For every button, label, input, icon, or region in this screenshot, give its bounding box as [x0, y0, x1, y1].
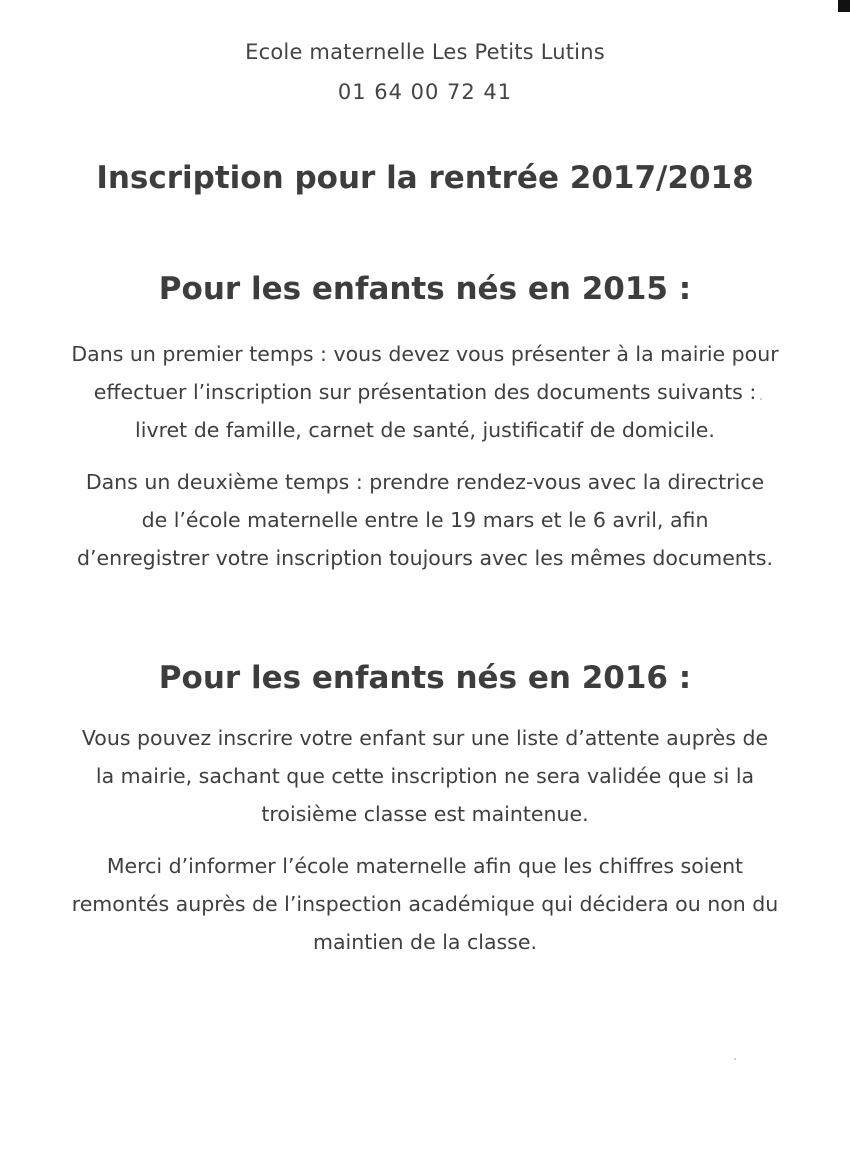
- paragraph-2015-first-step: [0, 335, 850, 449]
- paragraph-line: livret de famille, carnet de santé, justificatif de domicile.: [135, 418, 715, 442]
- paragraph-line: de l’école maternelle entre le 19 mars et le 6 avril, afin: [141, 508, 709, 532]
- page-title: Inscription pour la rentrée 2017/2018: [96, 160, 754, 196]
- paragraph-line: troisième classe est maintenue.: [261, 802, 589, 826]
- section-heading-2016: Pour les enfants nés en 2016 :: [158, 660, 692, 696]
- paragraph-2015-second-step: [0, 463, 850, 577]
- paragraph-line: effectuer l’inscription sur présentation des documents suivants :: [93, 380, 757, 404]
- paragraph-line: Merci d’informer l’école maternelle afin que les chiffres soient: [106, 854, 744, 878]
- paragraph-line: Vous pouvez inscrire votre enfant sur une liste d’attente auprès de: [81, 726, 769, 750]
- scan-speck: [734, 1058, 736, 1060]
- scan-speck: [760, 398, 762, 400]
- paragraph-line: Dans un premier temps : vous devez vous présenter à la mairie pour: [71, 342, 779, 366]
- school-phone: 01 64 00 72 41: [337, 80, 513, 104]
- paragraph-line: remontés auprès de l’inspection académique qui décidera ou non du: [71, 892, 779, 916]
- paragraph-line: la mairie, sachant que cette inscription ne sera validée que si la: [95, 764, 755, 788]
- scan-corner-mark: [838, 0, 850, 12]
- section-heading-2015: Pour les enfants nés en 2015 :: [158, 271, 692, 307]
- paragraph-line: Dans un deuxième temps : prendre rendez-vous avec la directrice: [85, 470, 765, 494]
- paragraph-2016-inform-school: [0, 847, 850, 961]
- school-name: Ecole maternelle Les Petits Lutins: [245, 40, 605, 64]
- paragraph-2016-waiting-list: [0, 719, 850, 833]
- paragraph-line: maintien de la classe.: [312, 930, 537, 954]
- paragraph-line: d’enregistrer votre inscription toujours avec les mêmes documents.: [76, 546, 774, 570]
